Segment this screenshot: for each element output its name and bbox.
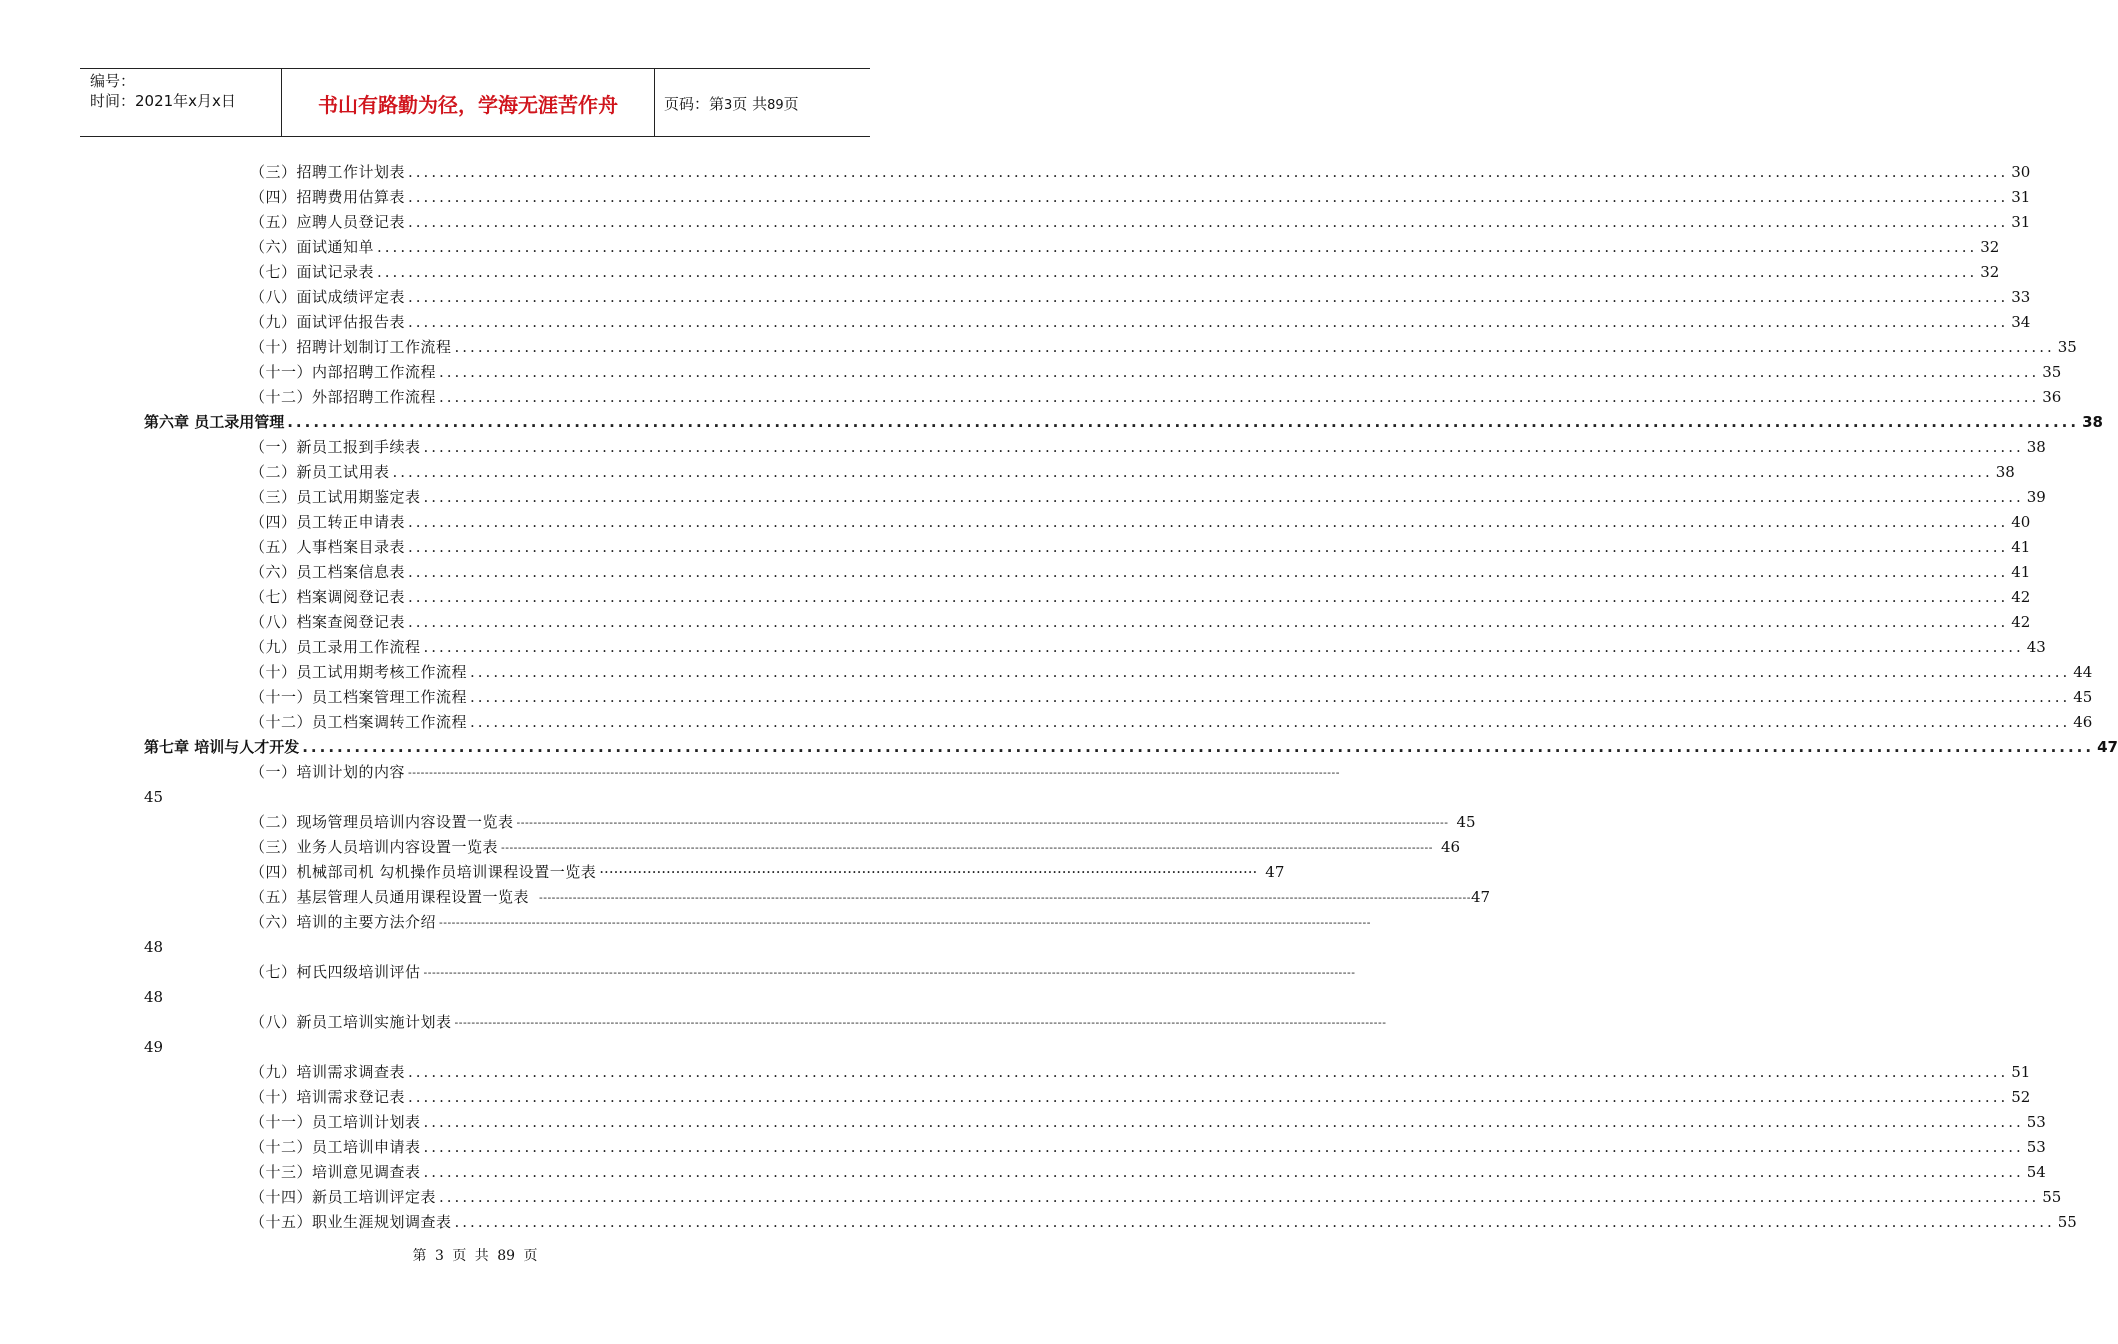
toc-entry-page: 31 [2011, 213, 2031, 231]
dot-leader: .............................................................................................................................................................................................................. [408, 188, 2009, 206]
header-meta [90, 71, 280, 111]
toc-entry-page: 36 [2042, 388, 2062, 406]
dot-leader: .............................................................................................................................................................................................................. [408, 1063, 2009, 1081]
document-code-label: 编号： [90, 72, 136, 90]
page-total: 89 [767, 98, 784, 113]
toc-entry-page: 38 [1995, 463, 2015, 481]
toc-entry-page: 55 [2057, 1213, 2077, 1231]
page-suffix: 页 [783, 95, 799, 113]
toc-entry[interactable] [250, 1010, 1387, 1035]
bullet-leader: ·········································································································································· [599, 863, 1258, 881]
toc-entry[interactable] [250, 960, 1356, 985]
footer-mid: 页 共 [452, 1248, 489, 1264]
toc-entry-page: 47 [2097, 738, 2118, 756]
toc-entry-title: （二）现场管理员培训内容设置一览表 [250, 813, 514, 831]
dot-leader: .............................................................................................................................................................................................................. [439, 363, 2040, 381]
toc-entry[interactable] [250, 585, 2031, 610]
dash-leader: ----------------------------------------------------------------------------------------------------------------------------------------------------------------------------------------------------------------------------- [439, 916, 1371, 929]
dot-leader: .............................................................................................................................................................................................................. [470, 713, 2071, 731]
toc-entry-page: 30 [2011, 163, 2031, 181]
toc-entry-title: （十二）员工培训申请表 [250, 1138, 421, 1156]
toc-entry-title: （十）员工试用期考核工作流程 [250, 663, 468, 681]
toc-chapter-7[interactable] [144, 735, 2118, 760]
toc-entry-page: 42 [2011, 588, 2031, 606]
toc-entry-page: 45 [2073, 688, 2093, 706]
toc-entry-title: （五）基层管理人员通用课程设置一览表 [250, 888, 530, 906]
toc-entry-page: 47 [1265, 863, 1285, 881]
toc-entry[interactable] [250, 1110, 2046, 1135]
dot-leader: .............................................................................................................................................................................................................. [408, 163, 2009, 181]
dot-leader: .............................................................................................................................................................................................................. [423, 1163, 2024, 1181]
toc-entry-title: （七）柯氏四级培训评估 [250, 963, 421, 981]
toc-entry-title: （五）人事档案目录表 [250, 538, 406, 556]
toc-entry[interactable] [250, 335, 2077, 360]
toc-entry-page: 49 [144, 1038, 164, 1056]
toc-entry-title: （八）面试成绩评定表 [250, 288, 406, 306]
dash-leader: ----------------------------------------------------------------------------------------------------------------------------------------------------------------------------------------------------------------------------- [423, 966, 1356, 979]
page-current: 3 [724, 98, 733, 113]
dot-leader: .............................................................................................................................................................................................................. [408, 613, 2009, 631]
toc-entry[interactable] [250, 560, 2031, 585]
toc-entry[interactable] [250, 860, 1285, 885]
dot-leader: .............................................................................................................................................................................................................. [439, 388, 2040, 406]
toc-entry[interactable] [250, 285, 2031, 310]
dot-leader: .............................................................................................................................................................................................................. [423, 1138, 2024, 1156]
toc-entry-title: （十三）培训意见调查表 [250, 1163, 421, 1181]
toc-entry[interactable] [250, 1085, 2031, 1110]
toc-entry[interactable] [250, 235, 2000, 260]
toc-entry-title: （九）员工录用工作流程 [250, 638, 421, 656]
toc-entry-page: 43 [2026, 638, 2046, 656]
footer-prefix: 第 [412, 1248, 427, 1264]
toc-entry-title: （五）应聘人员登记表 [250, 213, 406, 231]
page-header [80, 68, 870, 137]
toc-entry-title: （六）面试通知单 [250, 238, 375, 256]
toc-entry-page: 47 [1470, 888, 1491, 906]
toc-entry[interactable] [250, 810, 1476, 835]
toc-entry-title: （十）招聘计划制订工作流程 [250, 338, 452, 356]
header-page-indicator [664, 93, 799, 114]
toc-entry-page: 39 [2026, 488, 2046, 506]
header-motto: 书山有路勤为径，学海无涯苦作舟 [318, 93, 618, 117]
toc-entry[interactable] [250, 385, 2062, 410]
toc-entry-title: （七）档案调阅登记表 [250, 588, 406, 606]
toc-entry-page: 35 [2042, 363, 2062, 381]
toc-entry-page: 32 [1980, 238, 2000, 256]
toc-entry[interactable] [250, 185, 2031, 210]
dash-leader: ----------------------------------------------------------------------------------------------------------------------------------------------------------------------------------------------------------------------------- [516, 816, 1449, 829]
toc-entry-title: （三）员工试用期鉴定表 [250, 488, 421, 506]
dash-leader: ----------------------------------------------------------------------------------------------------------------------------------------------------------------------------------------------------------------------------- [408, 766, 1340, 779]
dot-leader: .............................................................................................................................................................................................................. [302, 738, 2095, 756]
dot-leader: .............................................................................................................................................................................................................. [470, 688, 2071, 706]
toc-entry-title: 第六章 员工录用管理 [144, 413, 285, 431]
toc-entry-title: （十二）外部招聘工作流程 [250, 388, 437, 406]
toc-entry-page: 45 [1456, 813, 1476, 831]
toc-entry-title: （三）招聘工作计划表 [250, 163, 406, 181]
dash-leader: ----------------------------------------------------------------------------------------------------------------------------------------------------------------------------------------------------------------------------- [454, 1016, 1387, 1029]
dot-leader: .............................................................................................................................................................................................................. [423, 638, 2024, 656]
toc-entry[interactable] [250, 210, 2031, 235]
toc-entry-title: （一）培训计划的内容 [250, 763, 406, 781]
toc-entry-page: 48 [144, 938, 164, 956]
toc-entry[interactable] [250, 535, 2031, 560]
dot-leader: .............................................................................................................................................................................................................. [408, 538, 2009, 556]
toc-entry[interactable] [250, 510, 2031, 535]
page-prefix: 页码：第 [664, 95, 725, 113]
toc-entry-page: 32 [1980, 263, 2000, 281]
toc-entry-page: 41 [2011, 563, 2031, 581]
header-divider [654, 69, 655, 136]
dot-leader: .............................................................................................................................................................................................................. [408, 313, 2009, 331]
dot-leader: .............................................................................................................................................................................................................. [423, 438, 2024, 456]
toc-entry-page: 40 [2011, 513, 2031, 531]
toc-entry[interactable] [250, 1185, 2062, 1210]
toc-entry-title: （十五）职业生涯规划调查表 [250, 1213, 452, 1231]
toc-entry-title: （六）员工档案信息表 [250, 563, 406, 581]
dot-leader: .............................................................................................................................................................................................................. [408, 1088, 2009, 1106]
dot-leader: .............................................................................................................................................................................................................. [454, 338, 2055, 356]
toc-entry[interactable] [250, 1160, 2046, 1185]
dot-leader: .............................................................................................................................................................................................................. [470, 663, 2071, 681]
toc-entry-title: （十四）新员工培训评定表 [250, 1188, 437, 1206]
toc-entry-title: （四）招聘费用估算表 [250, 188, 406, 206]
dot-leader: .............................................................................................................................................................................................................. [408, 213, 2009, 231]
toc-entry-page: 46 [1440, 838, 1461, 856]
toc-entry[interactable] [250, 160, 2031, 185]
toc-entry-page: 45 [144, 788, 164, 806]
toc-entry-title: （一）新员工报到手续表 [250, 438, 421, 456]
toc-chapter-6[interactable] [144, 410, 2103, 435]
toc-entry[interactable] [250, 885, 1491, 910]
dot-leader: .............................................................................................................................................................................................................. [454, 1213, 2055, 1231]
toc-entry[interactable] [250, 485, 2046, 510]
toc-entry-page: 46 [2073, 713, 2093, 731]
toc-entry-page: 33 [2011, 288, 2031, 306]
toc-entry-title: （八）新员工培训实施计划表 [250, 1013, 452, 1031]
toc-entry-title: （九）培训需求调查表 [250, 1063, 406, 1081]
toc-entry-page: 48 [144, 988, 164, 1006]
toc-entry[interactable] [250, 660, 2093, 685]
dot-leader: .............................................................................................................................................................................................................. [408, 513, 2009, 531]
footer-current-page: 3 [434, 1248, 444, 1264]
dot-leader: .............................................................................................................................................................................................................. [392, 463, 1993, 481]
footer-suffix: 页 [523, 1248, 538, 1264]
toc-entry-title: （十）培训需求登记表 [250, 1088, 406, 1106]
dot-leader: .............................................................................................................................................................................................................. [423, 1113, 2024, 1131]
toc-entry-title: （四）机械部司机 勾机操作员培训课程设置一览表 [250, 863, 597, 881]
page-mid: 页 共 [732, 95, 768, 113]
toc-entry-page: 35 [2057, 338, 2077, 356]
toc-entry-page: 51 [2011, 1063, 2031, 1081]
toc-entry-title: （三）业务人员培训内容设置一览表 [250, 838, 499, 856]
dash-leader: ----------------------------------------------------------------------------------------------------------------------------------------------------------------------------------------------------------------------------- [539, 891, 1471, 904]
toc-entry-page: 41 [2011, 538, 2031, 556]
toc-entry-page: 42 [2011, 613, 2031, 631]
toc-entry-page: 38 [2026, 438, 2046, 456]
toc-entry[interactable] [250, 910, 1371, 935]
toc-entry[interactable] [250, 1210, 2077, 1235]
toc-entry[interactable] [250, 1135, 2046, 1160]
toc-entry-title: 第七章 培训与人才开发 [144, 738, 300, 756]
toc-entry[interactable] [250, 685, 2093, 710]
toc-entry-title: （二）新员工试用表 [250, 463, 390, 481]
toc-entry[interactable] [250, 360, 2062, 385]
toc-entry-page: 53 [2026, 1113, 2046, 1131]
toc-entry-page: 55 [2042, 1188, 2062, 1206]
toc-entry[interactable] [250, 260, 2000, 285]
dot-leader: .............................................................................................................................................................................................................. [377, 238, 1978, 256]
toc-entry[interactable] [250, 835, 1461, 860]
toc-entry-page: 44 [2073, 663, 2093, 681]
toc-entry[interactable] [250, 310, 2031, 335]
toc-entry-page: 38 [2082, 413, 2103, 431]
toc-entry-title: （八）档案查阅登记表 [250, 613, 406, 631]
dot-leader: .............................................................................................................................................................................................................. [287, 413, 2080, 431]
toc-entry[interactable] [250, 635, 2046, 660]
dot-leader: .............................................................................................................................................................................................................. [377, 263, 1978, 281]
dot-leader: .............................................................................................................................................................................................................. [439, 1188, 2040, 1206]
toc-entry-title: （六）培训的主要方法介绍 [250, 913, 437, 931]
toc-entry[interactable] [250, 760, 1340, 785]
toc-entry-title: （四）员工转正申请表 [250, 513, 406, 531]
toc-entry-title: （十一）员工档案管理工作流程 [250, 688, 468, 706]
toc-entry-title: （十一）员工培训计划表 [250, 1113, 421, 1131]
footer-total-pages: 89 [497, 1248, 516, 1264]
dot-leader: .............................................................................................................................................................................................................. [408, 588, 2009, 606]
toc-entry[interactable] [250, 435, 2046, 460]
toc-entry-page: 34 [2011, 313, 2031, 331]
toc-entry-title: （七）面试记录表 [250, 263, 375, 281]
toc-entry-page: 52 [2011, 1088, 2031, 1106]
toc-entry-page: 53 [2026, 1138, 2046, 1156]
dash-leader: ----------------------------------------------------------------------------------------------------------------------------------------------------------------------------------------------------------------------------- [501, 841, 1433, 854]
dot-leader: .............................................................................................................................................................................................................. [408, 288, 2009, 306]
page-footer [0, 1245, 950, 1265]
toc-entry-title: （十一）内部招聘工作流程 [250, 363, 437, 381]
toc-entry[interactable] [250, 460, 2015, 485]
toc-entry-page: 31 [2011, 188, 2031, 206]
toc-entry-page: 54 [2026, 1163, 2046, 1181]
dot-leader: .............................................................................................................................................................................................................. [408, 563, 2009, 581]
toc-entry[interactable] [250, 610, 2031, 635]
toc-entry-title: （九）面试评估报告表 [250, 313, 406, 331]
toc-entry[interactable] [250, 710, 2093, 735]
toc-entry-title: （十二）员工档案调转工作流程 [250, 713, 468, 731]
document-date: 时间：2021年x月x日 [90, 92, 236, 110]
toc-entry[interactable] [250, 1060, 2031, 1085]
dot-leader: .............................................................................................................................................................................................................. [423, 488, 2024, 506]
